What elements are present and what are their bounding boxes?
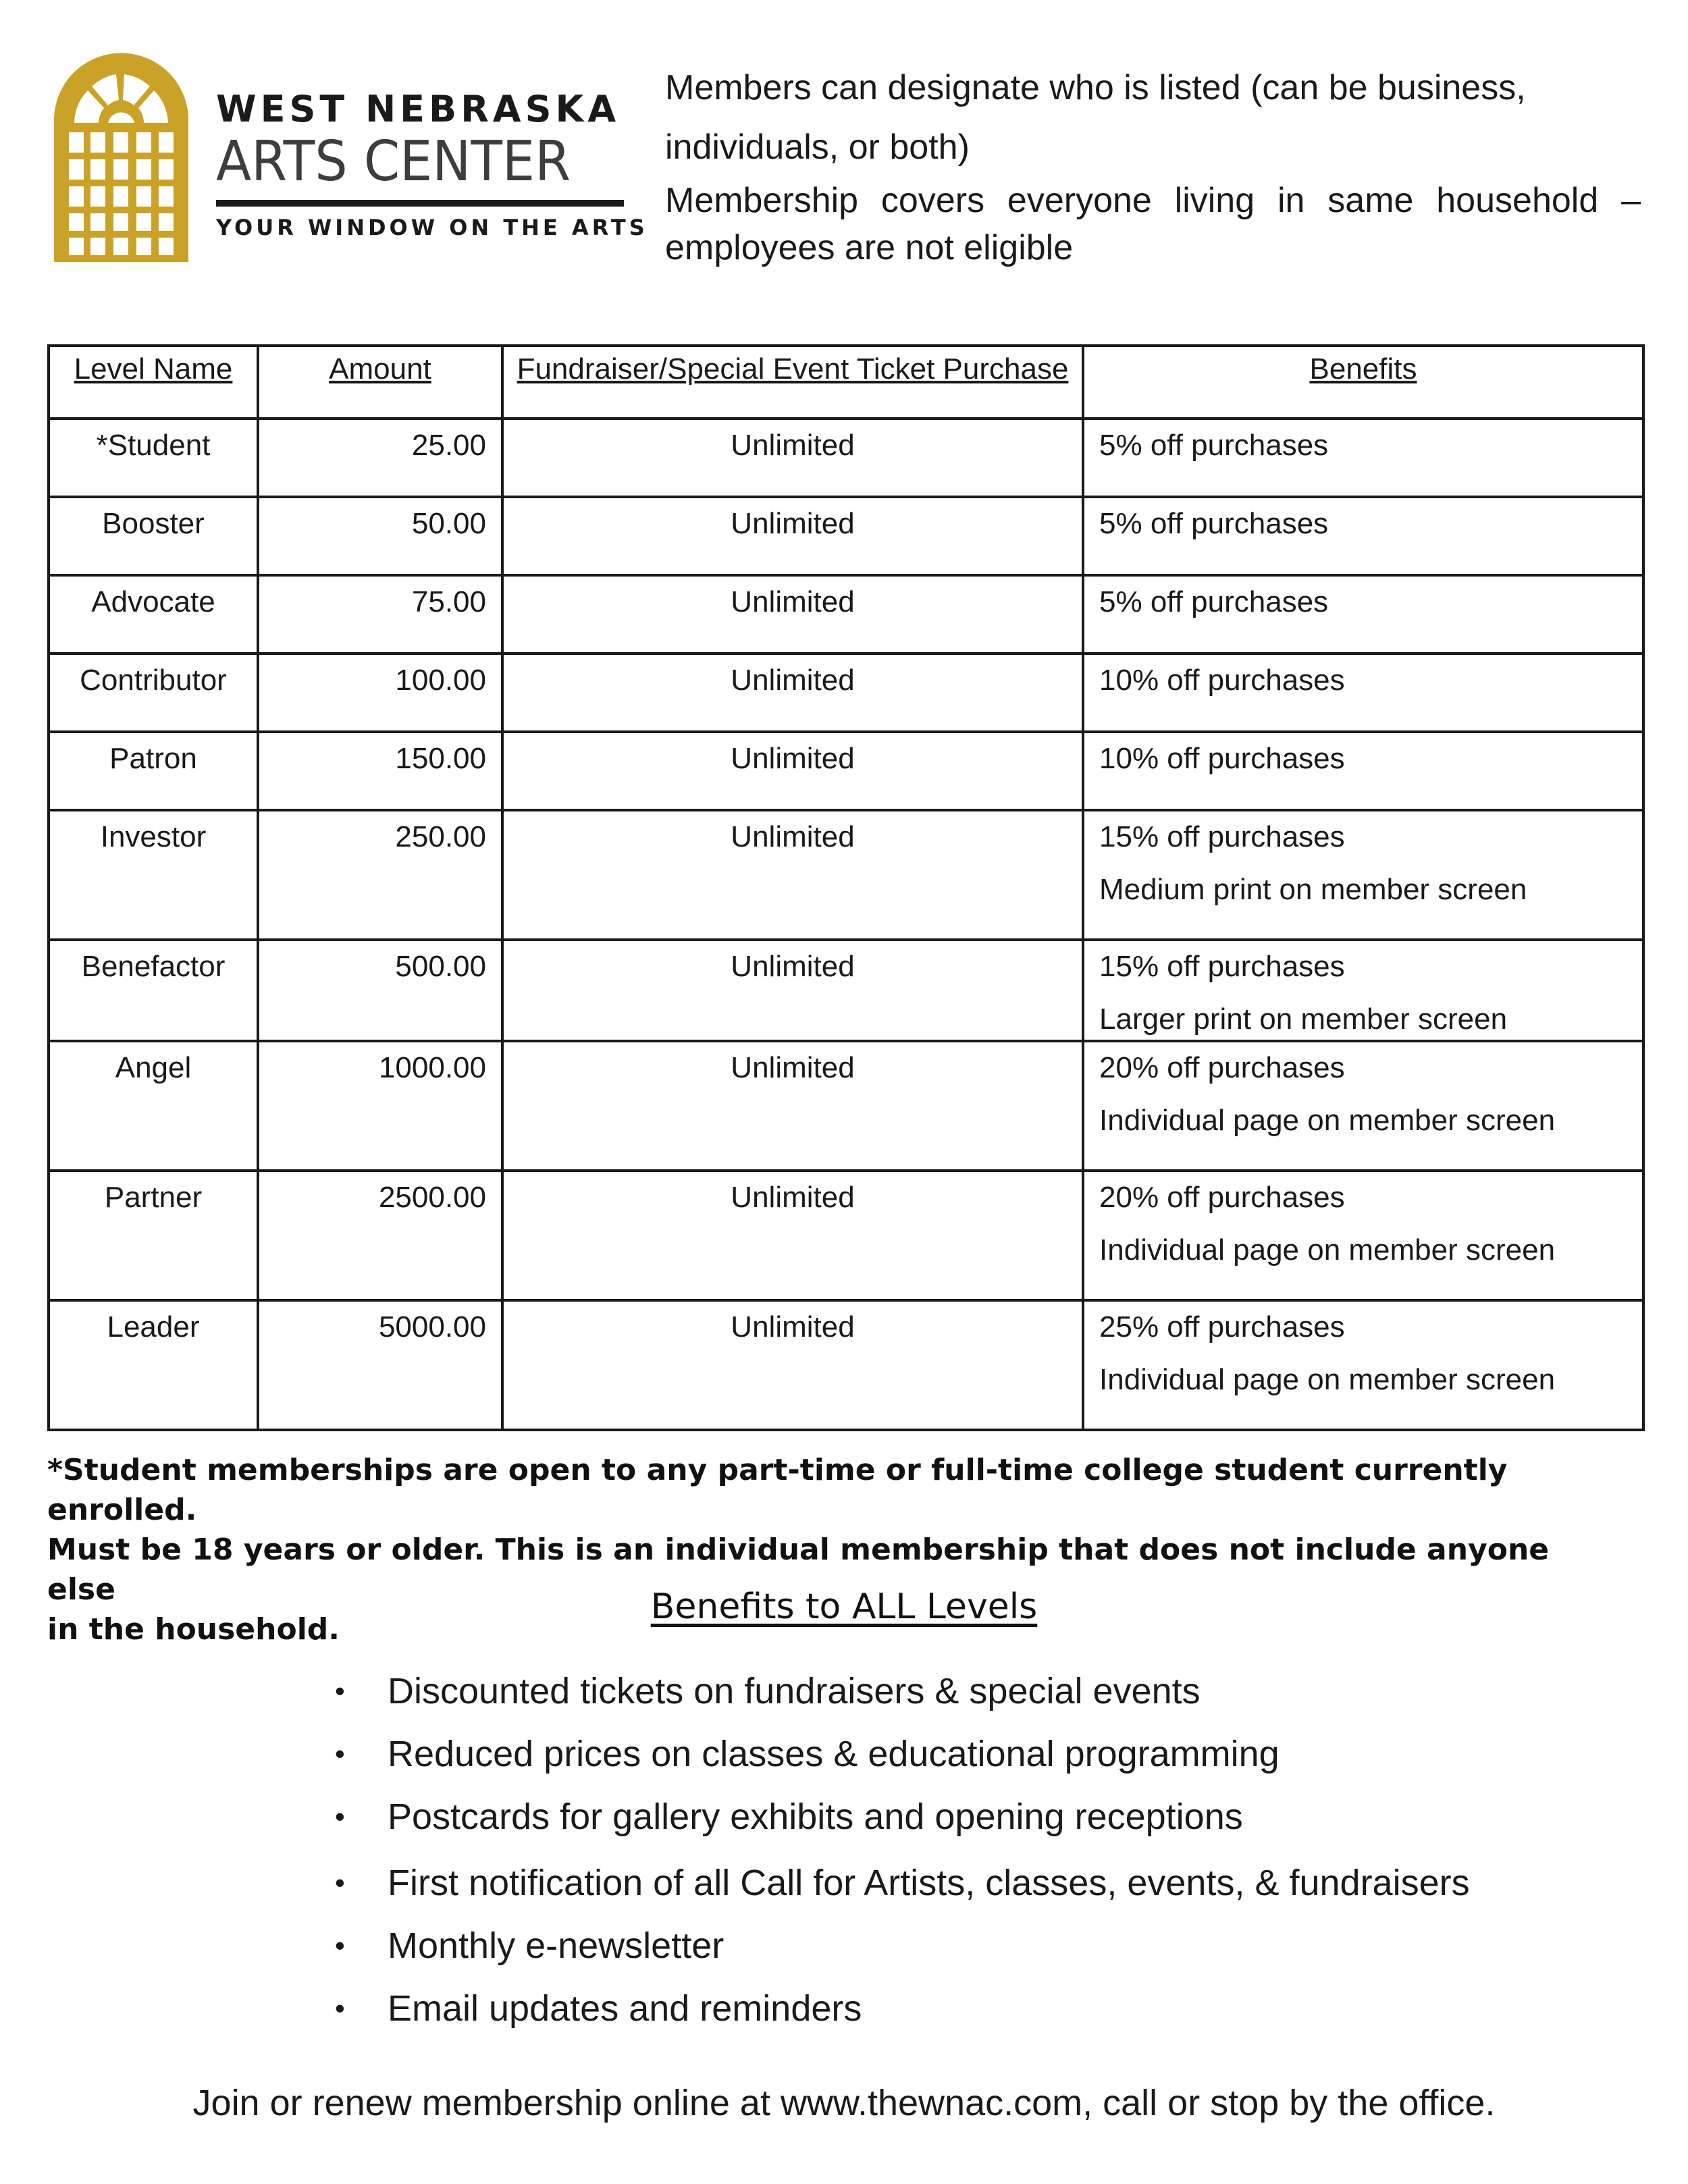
ticket-cell: Unlimited bbox=[731, 585, 855, 618]
amount-cell: 1000.00 bbox=[378, 1051, 486, 1084]
level-name-cell: Booster bbox=[102, 507, 205, 540]
level-name-cell: Partner bbox=[104, 1181, 203, 1214]
bullet-icon: • bbox=[335, 1992, 345, 2024]
ticket-cell: Unlimited bbox=[731, 507, 855, 540]
ticket-cell: Unlimited bbox=[731, 1181, 855, 1214]
arts-center-logo bbox=[49, 47, 648, 270]
logo-line-arts-center: ARTS CENTER bbox=[216, 130, 571, 194]
amount-cell: 100.00 bbox=[395, 664, 486, 697]
bullet-icon: • bbox=[335, 1929, 345, 1961]
table-row bbox=[49, 654, 1643, 732]
benefits-cell: 20% off purchases Individual page on member screen bbox=[1099, 1051, 1556, 1137]
level-name-cell: Contributor bbox=[80, 664, 227, 697]
table-row bbox=[49, 419, 1643, 497]
amount-cell: 50.00 bbox=[411, 507, 486, 540]
level-name-cell: Investor bbox=[100, 820, 207, 853]
benefits-cell: 20% off purchases Individual page on member screen bbox=[1099, 1181, 1556, 1267]
level-name-cell: Benefactor bbox=[81, 950, 226, 983]
list-item: • Postcards for gallery exhibits and opening receptions bbox=[331, 1793, 1614, 1856]
amount-cell: 75.00 bbox=[411, 585, 486, 618]
ticket-cell: Unlimited bbox=[731, 1051, 855, 1084]
list-item: • Monthly e-newsletter bbox=[331, 1922, 1614, 1985]
table-row bbox=[49, 575, 1643, 654]
list-item: • Reduced prices on classes & educational programming bbox=[331, 1730, 1614, 1793]
benefits-cell: 10% off purchases bbox=[1099, 742, 1345, 775]
level-name-cell: Advocate bbox=[91, 585, 215, 618]
benefits-cell: 10% off purchases bbox=[1099, 664, 1345, 697]
ticket-cell: Unlimited bbox=[731, 820, 855, 853]
table-row bbox=[49, 1041, 1643, 1171]
benefits-all-list bbox=[331, 1668, 1614, 2048]
table-row bbox=[49, 810, 1643, 940]
arched-window-icon bbox=[49, 47, 194, 263]
level-name-cell: Patron bbox=[109, 742, 197, 775]
benefits-cell: 5% off purchases bbox=[1099, 429, 1329, 462]
list-item: • First notification of all Call for Artists, classes, events, & fundraisers bbox=[331, 1859, 1614, 1922]
bullet-icon: • bbox=[335, 1801, 345, 1832]
ticket-cell: Unlimited bbox=[731, 742, 855, 775]
ticket-cell: Unlimited bbox=[731, 664, 855, 697]
amount-cell: 2500.00 bbox=[378, 1181, 486, 1214]
logo-line-west-nebraska: WEST NEBRASKA bbox=[216, 88, 621, 130]
list-item: • Email updates and reminders bbox=[331, 1985, 1614, 2048]
level-name-cell: *Student bbox=[96, 429, 211, 462]
bullet-icon: • bbox=[335, 1738, 345, 1769]
benefits-cell: 15% off purchases Larger print on member screen bbox=[1099, 950, 1508, 1036]
table-header-row bbox=[49, 346, 1643, 419]
membership-levels-table bbox=[47, 344, 1642, 1431]
table-row bbox=[49, 732, 1643, 810]
intro-paragraph-household: Membership covers everyone living in same household – employees are not eligible bbox=[665, 181, 1641, 267]
table-row bbox=[49, 497, 1643, 575]
benefits-cell: 5% off purchases bbox=[1099, 585, 1329, 618]
header-level-name: Level Name bbox=[49, 346, 258, 419]
table-row bbox=[49, 1171, 1643, 1300]
header-benefits: Benefits bbox=[1083, 346, 1643, 419]
intro-text bbox=[665, 58, 1641, 271]
amount-cell: 500.00 bbox=[395, 950, 486, 983]
table-row bbox=[49, 940, 1643, 1041]
benefits-cell: 25% off purchases Individual page on member screen bbox=[1099, 1310, 1556, 1396]
levels-table bbox=[47, 344, 1645, 1431]
benefits-all-title: Benefits to ALL Levels bbox=[650, 1587, 1038, 1627]
student-footnote: *Student memberships are open to any part-time or full-time college student currently enrolled. Must be 18 years or older. This is an individual membership that does not include anyone else in the household. bbox=[47, 1453, 1550, 1647]
closing-line: Join or renew membership online at www.thewnac.com, call or stop by the office. bbox=[192, 2083, 1496, 2123]
ticket-cell: Unlimited bbox=[731, 429, 855, 462]
level-name-cell: Leader bbox=[107, 1310, 200, 1343]
intro-paragraph-listing: Members can designate who is listed (can be business, individuals, or both) bbox=[665, 68, 1526, 167]
list-item: • Discounted tickets on fundraisers & special events bbox=[331, 1668, 1614, 1730]
bullet-icon: • bbox=[335, 1867, 345, 1898]
ticket-cell: Unlimited bbox=[731, 950, 855, 983]
benefits-cell: 15% off purchases Medium print on member screen bbox=[1099, 820, 1527, 906]
logo-wordmark bbox=[216, 88, 648, 240]
amount-cell: 25.00 bbox=[411, 429, 486, 462]
level-name-cell: Angel bbox=[115, 1051, 192, 1084]
amount-cell: 150.00 bbox=[395, 742, 486, 775]
header-ticket-purchase: Fundraiser/Special Event Ticket Purchase bbox=[502, 346, 1083, 419]
logo-tagline: YOUR WINDOW ON THE ARTS bbox=[216, 215, 648, 240]
header-amount: Amount bbox=[258, 346, 502, 419]
bullet-icon: • bbox=[335, 1675, 345, 1707]
amount-cell: 250.00 bbox=[395, 820, 486, 853]
benefits-cell: 5% off purchases bbox=[1099, 507, 1329, 540]
amount-cell: 5000.00 bbox=[378, 1310, 486, 1343]
ticket-cell: Unlimited bbox=[731, 1310, 855, 1343]
logo-divider bbox=[216, 200, 624, 207]
table-row bbox=[49, 1300, 1643, 1430]
